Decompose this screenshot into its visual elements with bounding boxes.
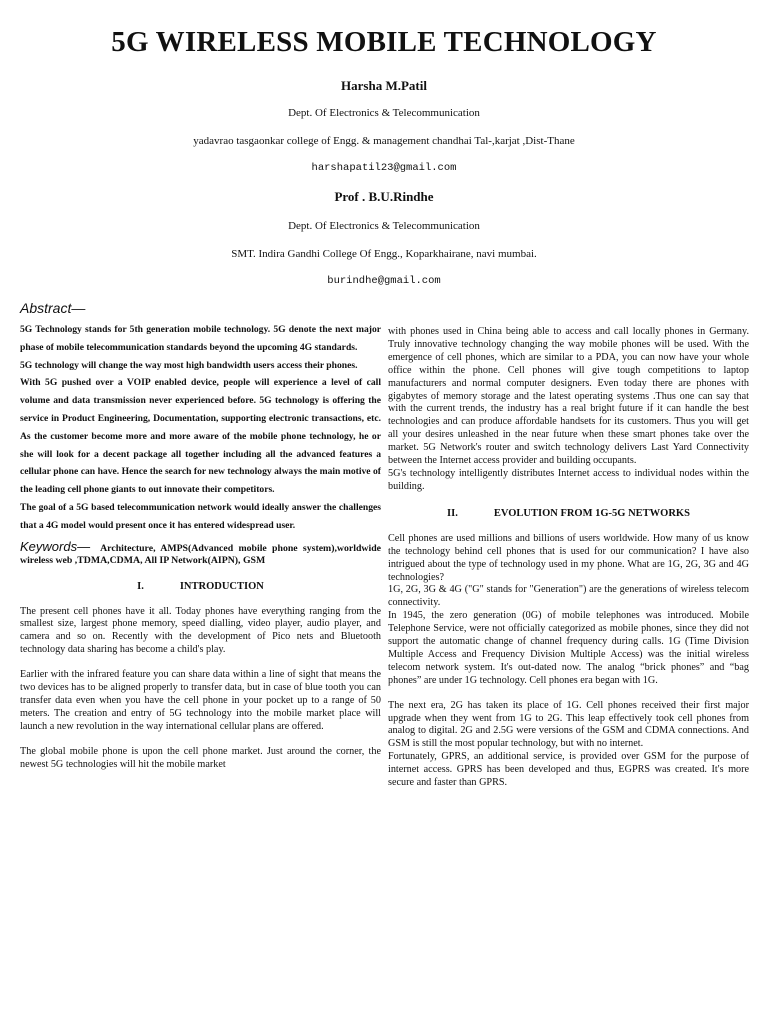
left-column: [20, 321, 381, 772]
body-paragraph: Fortunately, GPRS, an additional service, is provided over GSM for the purpose of internet access. GPRS has been developed and thus, EGPRS was created. It's more secure and faster than GPRS.: [388, 751, 749, 789]
section-number: II.: [447, 507, 458, 519]
body-paragraph: The present cell phones have it all. Today phones have everything ranging from the smallest size, largest phone memory, speed dialling, video player, audio player, and camera and so on. Recently with the development of Pico nets and Bluetooth technology data sharing has become a child's play.: [20, 605, 381, 656]
keywords: [20, 538, 382, 567]
author-name: Prof . B.U.Rindhe: [334, 189, 434, 204]
paper-title: 5G WIRELESS MOBILE TECHNOLOGY: [111, 26, 657, 58]
body-paragraph: Cell phones are used millions and billions of users worldwide. How many of us know the technology behind cell phones that is used for our communication? I have also intrigued about the type of technology used in my phone. What are 1G, 2G, 3G and 4G technologies?: [388, 532, 749, 583]
abstract-paragraph: 5G technology will change the way most high bandwidth users access their phones.: [20, 359, 358, 371]
author-affiliation: SMT. Indira Gandhi College Of Engg., Koparkhairane, navi mumbai.: [231, 248, 537, 260]
keywords-label: Keywords—: [20, 538, 91, 554]
abstract-paragraph: With 5G pushed over a VOIP enabled device, people will experience a level of call volume and data transmission never experienced before. 5G technology is offering the service in Product Engineering, Documentation, supporting electronic transactions, etc. As the customer become more and more aware of the mobile phone technology, he or she will look for a decent package all together including all the advanced features a cellular phone can have. Hence the search for new technology always the main motive of the leading cell phone giants to out innovate their competitors.: [20, 377, 381, 496]
body-paragraph: The global mobile phone is upon the cell phone market. Just around the corner, the newest 5G technologies will hit the mobile market: [20, 745, 381, 770]
author-affiliation: yadavrao tasgaonkar college of Engg. & management chandhai Tal-,karjat ,Dist-Thane: [193, 135, 575, 147]
body-paragraph: 5G's technology intelligently distributes Internet access to individual nodes within the building.: [388, 467, 749, 492]
section-heading-introduction: [20, 581, 381, 592]
body-paragraph: Earlier with the infrared feature you can share data within a line of sight that means the two devices has to be aligned properly to transfer data, but in case of blue tooth you can transfer data even when you have the cell phone in your pocket up to a range of 50 meters. The creation and entry of 5G technology into the mobile market place will launch a new revolution in the way international cellular plans are offered.: [20, 669, 381, 732]
body-paragraph: The next era, 2G has taken its place of 1G. Cell phones received their first major upgrade when they went from 1G to 2G. This leap effectively took cell phones from analog to digital. 2G and 2.5G were versions of the GSM and CDMA connections. And GSM is still the most popular technology, but with no internet.: [388, 699, 749, 750]
section-title: EVOLUTION FROM 1G-5G NETWORKS: [493, 507, 690, 519]
author-email: burindhe@gmail.com: [327, 275, 441, 287]
right-column: [388, 326, 749, 790]
author-dept: Dept. Of Electronics & Telecommunication: [288, 220, 480, 232]
keywords-text: Architecture, AMPS(Advanced mobile phone system),worldwide wireless web ,TDMA,CDMA, All IP Network(AIPN), GSM: [20, 542, 382, 566]
section-number: I.: [137, 580, 144, 592]
abstract-paragraph: The goal of a 5G based telecommunication network would ideally answer the challenges that a 4G model would present once it has entered widespread user.: [20, 501, 381, 531]
author-name: Harsha M.Patil: [341, 78, 427, 93]
author-dept: Dept. Of Electronics & Telecommunication: [288, 107, 480, 119]
body-paragraph: 1G, 2G, 3G & 4G ("G" stands for "Generation") are the generations of wireless telecom connectivity.: [388, 584, 749, 609]
abstract-paragraph: 5G Technology stands for 5th generation mobile technology. 5G denote the next major phase of mobile telecommunication standards beyond the upcoming 4G standards.: [20, 324, 381, 353]
abstract-heading: Abstract—: [20, 300, 86, 316]
section-title: INTRODUCTION: [179, 580, 264, 592]
body-paragraph: with phones used in China being able to access and call locally phones in Germany. Truly innovative technology changing the way mobile phones will be used. With the emergence of cell phones, which are similar to a PDA, you can now have your whole office within the phone. Cell phones will give tough competitions to laptop manufacturers and normal computer designers. Even today there are phones with gigabytes of memory storage and the latest operating systems .Thus one can say that with the current trends, the industry has a real bright future if it can handle the best technologies and can produce affordable handsets for its customers. Thus you will get all your desires unleashed in the near future when these smart phones take over the market. 5G Network's router and switch technology delivers Last Yard Connectivity between the Internet access provider and building occupants.: [388, 326, 749, 467]
body-paragraph: In 1945, the zero generation (0G) of mobile telephones was introduced. Mobile Telephone Service, were not officially categorized as mobile phones, since they did not support the automatic change of channel frequency during calls. 1G (Time Division Multiple Access and Frequency Division Multiple Access) was the initial wireless telecom network system. It's out-dated now. The analog “brick phones” and “bag phones” are under 1G technology. Cell phones era began with 1G.: [388, 610, 749, 686]
author-email: harshapatil23@gmail.com: [311, 162, 457, 174]
section-heading-evolution: [388, 508, 749, 519]
